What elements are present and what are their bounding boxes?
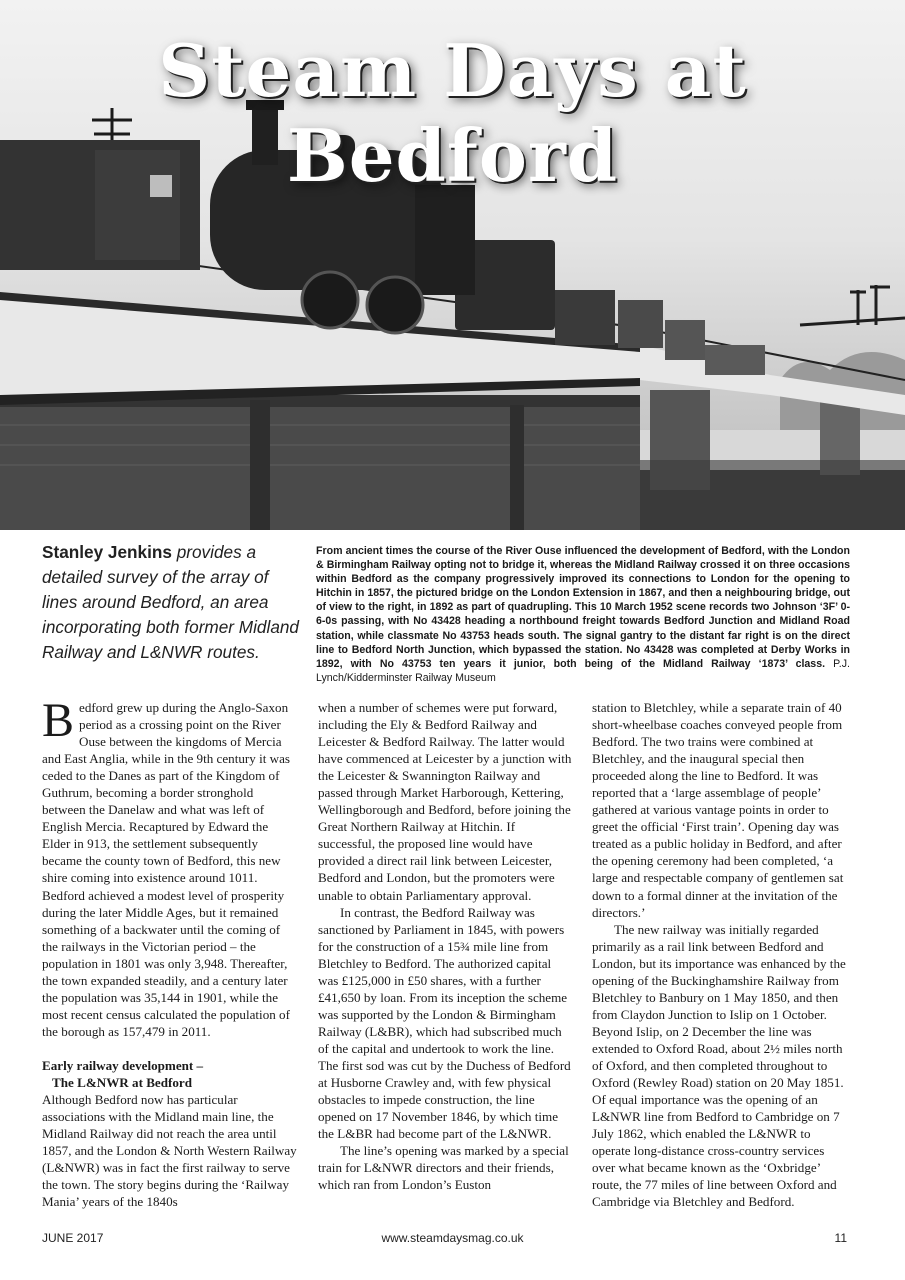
footer-website: www.steamdaysmag.co.uk [381, 1231, 524, 1245]
standfirst [42, 540, 304, 665]
photo-credit: P.J. Lynch/Kidderminster Railway Museum [316, 657, 850, 684]
article-paragraph: In contrast, the Bedford Railway was sanctioned by Parliament in 1845, with powers for the construction of a 15¾ mile line from Bletchley to Bedford. The authorized capital was £125,000 in £50 shares, with a further £41,650 by loan. From its inception the scheme was supported by the London & Birmingham Railway (L&BR), which had subscribed much of the capital and undertook to work the line. The first sod was cut by the Duchess of Bedford at Husborne Crawley and, with few physical obstacles to impede construction, the line opened on 17 November 1846, by which time the L&BR had become part of the L&NWR. [318, 904, 571, 1142]
page-number: 11 [834, 1231, 847, 1245]
author-name: Stanley Jenkins [42, 542, 172, 562]
article-paragraph: when a number of schemes were put forward, including the Ely & Bedford Railway and Leicester & Bedford Railway. The latter would have commenced at Leicester by a junction with the Leicester & Swannington Railway and passed through Market Harborough, Kettering, Wellingborough and Bedford, before joining the Great Northern Railway at Hitchin. If successful, the proposed line would have provided a direct rail link between Leicester, Bedford and London, but the promoters were unable to obtain Parliamentary approval. [318, 700, 572, 903]
article-paragraph: The new railway was initially regarded primarily as a rail link between Bedford and London, but its importance was enhanced by the opening of the Buckinghamshire Railway from Bletchley to Banbury on 1 May 1850, and then from Claydon Junction to Islip on 1 October. Beyond Islip, on 2 December the line was extended to Oxford Road, about 2½ miles north of Oxford, and then completed throughout to Oxford (Rewley Road) station on 20 May 1851. Of equal importance was the opening of an L&NWR line from Bedford to Cambridge on 7 July 1862, which enabled the L&NWR to operate long-distance cross-country services over what became known as the ‘Oxbridge’ route, the 77 miles of line between Oxford and Cambridge via Bletchley and Bedford. [592, 921, 846, 1210]
article-paragraph: The line’s opening was marked by a special train for L&NWR directors and their friends, which ran from London’s Euston [318, 1143, 569, 1193]
section-subheading: Early railway development – The L&NWR at Bedford [42, 1057, 204, 1090]
article-headline: Steam Days at Bedford [158, 28, 747, 198]
caption-text: From ancient times the course of the River Ouse influenced the development of Bedford, with the London & Birmingham Railway opting not to bridge it, whereas the Midland Railway crossed it on three occasions within Bedford as the company progressively improved its connections to London for the opening to Hitchin in 1857, the pictured bridge on the London Extension in 1867, and then a neighbouring bridge, out of view to the right, in 1892 as part of quadrupling. This 10 March 1952 scene records two Johnson ‘3F’ 0-6-0s passing, with No 43428 heading a northbound freight towards Bedford Junction and Midland Road station, while classmate No 43753 heads south. The signal gantry to the distant far right is on the direct line to Bedford North Junction, which bypassed the station. No 43428 was completed at Derby Works in 1892, with No 43753 ten years it junior, both being of the Midland Railway ‘1873’ class. [316, 545, 850, 670]
article-paragraph: Although Bedford now has particular associations with the Midland main line, the Midland Railway did not reach the area until 1857, and the London & North Western Railway (L&NWR) was in fact the first railway to serve the town. The story begins during the ‘Railway Mania’ years of the 1840s [42, 1092, 297, 1210]
photo-caption [316, 544, 850, 685]
footer-date: JUNE 2017 [42, 1231, 104, 1245]
article-column-3 [592, 699, 848, 1210]
article-column-1 [42, 694, 298, 1210]
standfirst-text: provides a detailed survey of the array of lines around Bedford, an area incorporating both former Midland Railway and L&NWR routes. [42, 542, 299, 662]
drop-cap: B [42, 694, 75, 747]
article-column-2 [318, 699, 574, 1193]
article-paragraph: station to Bletchley, while a separate train of 40 short-wheelbase coaches conveyed people from Bedford. The two trains were combined at Bletchley, and the inaugural special then proceeded along the line to Bedford. It was reported that a ‘large assemblage of people’ gathered at various vantage points in order to greet the official ‘First train’. Opening day was treated as a public holiday in Bedford, and after the opening ceremony had been completed, ‘a large and respectable company of gentlemen sat down to a formal dinner at the invitation of the directors.’ [592, 700, 844, 920]
article-paragraph: Bedford grew up during the Anglo-Saxon period as a crossing point on the River Ouse between the kingdoms of Mercia and East Anglia, while in the 9th century it was ceded to the Danes as part of the Kingdom of Guthrum, becoming a border stronghold between the Danelaw and what was left of English Mercia. Recaptured by Edward the Elder in 913, the settlement subsequently became the county town of Bedford, this new shire coming into existence around 1011. Bedford achieved a modest level of prosperity during the later Middle Ages, but it remained something of a backwater until the coming of the railways in the Victorian period – the population in 1801 was only 3,948. Thereafter, the town expanded steadily, and a century later the population was 35,144 in 1901, while the most recent census calculated the population of the borough as 157,479 in 2011. [42, 694, 291, 1039]
hero-photo [0, 0, 905, 530]
